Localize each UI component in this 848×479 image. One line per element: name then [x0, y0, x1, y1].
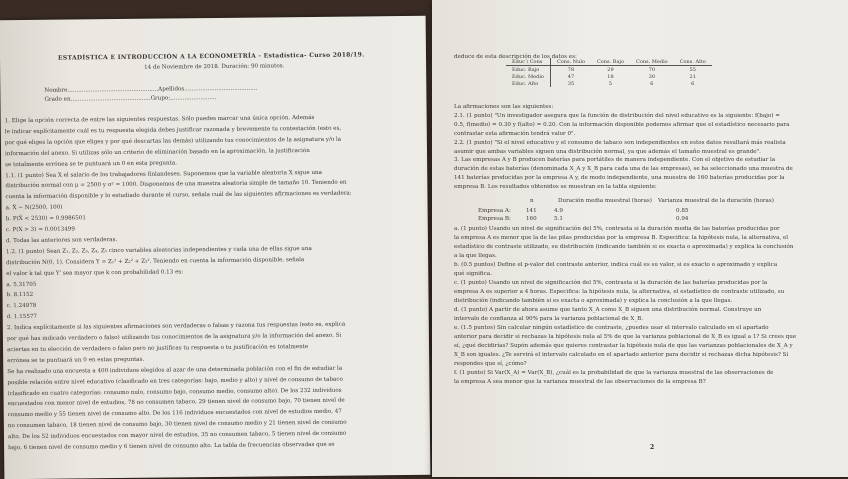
table-column-header: Cons. Medio: [630, 58, 674, 66]
text-line: el valor k tal que Y' sea mayor que k con probabilidad 0.13 es:: [6, 268, 184, 277]
text-line: se totalmente errónea se te puntuará un 0 en esta pregunta.: [5, 159, 178, 168]
table-cell: 30: [648, 73, 656, 80]
table-row: [506, 66, 712, 74]
text-line: 2.2. (1 punto) "Si el nivel educativo y el consumo de tabaco son independientes en estos datos resultará más realista: [454, 139, 786, 146]
text-line: 2. Indica explícitamente si las siguientes afirmaciones son verdaderas o falsas y razona tus respuestas (esto es, explica: [6, 321, 346, 332]
text-line: 1.2. (1 punto) Sean Z₁, Z₂, Z₃, Z₄, Z₅ cinco variables aleatorias independientes y cada una de ellas sigue una: [6, 245, 312, 255]
text-line: d. 1.15577: [6, 314, 38, 321]
text-line: b. (0.5 puntos) Define el p-valor del contraste anterior, indica cuál es su valor, si es exacto o aproximado y explica: [454, 262, 778, 268]
text-line: 0.5, f(medio) = 0.30 y f(alto) = 0.20. Con la información disponible podemos afirmar que el estadístico necesario para: [454, 121, 790, 128]
text-line: estadístico de contraste utilizado, su distribución (indicando también si es exacta o aproximada) y explica la conclusión: [454, 244, 794, 250]
table-cell: 6: [691, 80, 695, 87]
text-line: 1. Elige la opción correcta de entre las siguientes respuestas. Sólo puedes marcar una única opción. Además: [4, 114, 315, 125]
table-cell: 35: [567, 80, 575, 87]
text-line: distribución (indicando también si es exacta o aproximada) y explica la conclusión a la que llegas.: [454, 298, 733, 304]
text-line: 141 baterías producidas por la empresa A y, de modo independiente, una muestra de 160 baterías producidas por la: [454, 175, 785, 182]
table-intro: deduce de esta descripción de los datos es:: [454, 54, 577, 60]
text-line: c. (1 punto) Usando un nivel de significación del 5%, contrasta si la duración de las baterías producidas por la: [454, 280, 768, 286]
text-line: le indicar explícitamente cuál es tu respuesta elegida debes justificar razonada y brevemente tu contestación (esto es,: [4, 125, 342, 136]
exam-page-left: [0, 16, 430, 479]
text-line: consumo medio y 55 tienen nivel de consumo alto. De los 116 individuos encuestados con nivel de estudios medio, 47: [7, 408, 342, 419]
text-line: La afirmaciones son las siguientes:: [454, 104, 554, 110]
text-line: X_B son iguales. ¿Te servirá el intervalo calculado en el apartado anterior para decidir si rechazas dicha hipótesis? Si: [454, 352, 789, 358]
table-cell: 70: [648, 66, 656, 73]
text-line: d. Todas las anteriores son verdaderas.: [5, 236, 118, 245]
text-line: (clasificado en cuatro categorías: consumo nulo, consumo bajo, consumo medio, consumo alto). De los 232 individuos: [7, 387, 342, 397]
text-line: sí, ¿qué decidirías? Supón además que quieres contrastar la hipótesis nula de que las varianzas poblacionales de X_A y: [454, 343, 793, 349]
text-line: posible relación entre nivel educativo (clasificado en tres categorías: bajo, medio y alto) y nivel de consumo de tabaco: [7, 376, 343, 386]
battery-row-a-n: 141: [526, 208, 537, 214]
text-line: contrastar esta afirmación tendrá valor 0".: [454, 130, 576, 137]
battery-row-a-mean: 4.9: [554, 208, 563, 214]
battery-row-a-var: 0.85: [676, 208, 689, 214]
text-line: e. (1.5 puntos) Sin calcular ningún estadístico de contraste, ¿puedes usar el intervalo calculado en el apartado: [454, 325, 769, 331]
text-line: aciertas en tu elección de verdadero o falso pero no justificas tu respuesta o tu justificación es totalmente: [7, 343, 309, 354]
table-row: [506, 80, 712, 87]
table-cell: 5: [608, 80, 613, 87]
text-line: Se ha realizado una encuesta a 400 individuos elegidos al azar de una determinada población con el fin de estudiar la: [7, 365, 343, 375]
exam-date: 14 de Noviembre de 2018. Duración: 90 minutos.: [144, 63, 285, 71]
text-line: la empresa A sea menor que la varianza muestral de las observaciones de la empresa B?: [454, 379, 706, 385]
battery-row-b-mean: 5.1: [554, 216, 563, 222]
battery-row-b-n: 160: [526, 216, 537, 222]
table-cell: 55: [689, 66, 696, 73]
text-line: asumir que ambas variables siguen una distribución normal, ya que además el tamaño muestral es grande".: [454, 148, 761, 155]
table-corner-cell: Educ \ Cons: [506, 58, 550, 66]
grade-field-line: Grado en.............................................Grupo:..........................: [44, 94, 217, 103]
table-column-header: Cons. Bajo: [591, 58, 630, 66]
text-line: respondes que sí, ¿cómo?: [454, 361, 527, 367]
battery-table-var-header: Varianza muestral de la duración (horas): [658, 198, 774, 204]
battery-row-b-var: 0.94: [676, 216, 689, 222]
table-row: [506, 73, 712, 80]
name-field-line: Nombre...................................................Apellidos.........................................: [44, 85, 258, 94]
table-cell: 6: [650, 80, 654, 87]
text-line: distribución normal con μ = 2500 y σ² = 1000. Disponemos de una muestra aleatoria simple de tamaño 10. Teniendo en: [5, 180, 347, 190]
text-line: 3. Las empresas A y B producen baterías para portátiles de manera independiente. Con el objetivo de estudiar la: [454, 157, 776, 164]
text-line: 1.1. (1 punto) Sea X el salario de los trabajadores finlandeses. Suponemos que la variable aleatoria X sigue una: [5, 169, 323, 179]
table-cell: 18: [607, 73, 614, 80]
text-line: a la que llegas.: [454, 253, 497, 259]
text-line: intervalo de confianza al 90% para la varianza poblacional de X_B.: [454, 316, 644, 322]
table-cell: 47: [567, 73, 575, 80]
page-number: 2: [650, 444, 655, 451]
text-line: b. 8.1152: [6, 292, 34, 299]
text-line: encuestados con menor nivel de estudios, 78 no consumen tabaco, 29 tienen nivel de consumo bajo, 70 tienen nivel de: [7, 398, 345, 408]
text-line: cuenta la información disponible y lo estudiado durante el curso, señala cuál de las siguientes afirmaciones es verdadera:: [5, 190, 352, 201]
text-line: c. 1.24978: [6, 303, 37, 310]
text-line: a. X̄ ~ N(2500, 100): [5, 204, 63, 212]
battery-row-a-label: Empresa A:: [478, 208, 511, 214]
text-line: c. P(X > 3) = 0.0013499: [5, 226, 75, 234]
text-line: por qué has indicado verdadero o falso) utilizando tus conocimientos de la asignatura y/o la información del anexo. Si: [6, 332, 342, 343]
text-line: a. 5.31705: [6, 281, 37, 288]
text-line: bajo, 6 tienen nivel de consumo medio y 6 tienen nivel de consumo alto. La tabla de frecuencias observadas que se: [8, 441, 335, 452]
text-line: a. (1 punto) Usando un nivel de significación del 5%, contrasta si la duración media de las baterías producidas por: [454, 226, 780, 232]
text-line: distribución N(0, 1). Considera Y = Z₁² + Z₂² + Z₃². Teniendo en cuenta la información disponible, señala: [6, 256, 305, 266]
table-column-header: Cons. Alto: [674, 58, 712, 66]
text-line: no consumen tabaco, 18 tienen nivel de consumo bajo, 30 tienen nivel de consumo medio y 21 tienen nivel de consumo: [7, 419, 347, 430]
table-cell: 78: [567, 66, 575, 73]
exam-title: ESTADÍSTICA E INTRODUCCIÓN A LA ECONOMETRÍA - Estadística- Curso 2018/19.: [57, 51, 365, 62]
text-line: por qué eliges la opción que eliges y por qué descartas las demás) utilizando tus conocimientos de la asignatura y/o la: [4, 136, 342, 146]
battery-row-b-label: Empresa B:: [478, 216, 511, 222]
table-row-label: Educ. Medio: [506, 73, 550, 80]
text-line: f. (1 punto) Si Var(X_A) = Var(X_B), ¿cuál es la probabilidad de que la varianza muestral de las observaciones de: [454, 370, 774, 376]
text-line: 2.1. (1 punto) "Un investigador asegura que la función de distribución del nivel educativo es la siguiente: f(bajo) =: [454, 112, 780, 119]
text-line: empresa B. Los resultados obtenidos se muestran en la tabla siguiente:: [454, 184, 657, 191]
text-line: información del anexo. Si utilizas sólo un criterio de eliminación basado en la aproximación, la justificación: [4, 147, 310, 157]
text-line: b. P(X̄ < 2530) = 0.9986501: [5, 215, 86, 223]
text-line: errónea se te puntuará un 0 en estas preguntas.: [7, 356, 145, 364]
table-row-label: Educ. Alto: [506, 80, 550, 87]
frequency-table: [506, 58, 712, 87]
text-line: qué significa.: [454, 271, 492, 277]
table-cell: 21: [689, 73, 696, 80]
text-line: empresa A es superior a 4 horas. Especifica: la hipótesis nula, la alternativa, el estadístico de contraste utilizado, su: [454, 289, 785, 295]
table-cell: 29: [607, 66, 614, 73]
text-line: anterior para decidir si rechazas la hipótesis nula al 5% de que la varianza poblacional de X_B es igual a 1? Si crees que: [454, 334, 797, 340]
table-row-label: Educ. Bajo: [506, 66, 550, 74]
text-line: d. (1 punto) A partir de ahora asume que tanto X_A como X_B siguen una distribución normal. Construye un: [454, 307, 762, 313]
table-column-header: Cons. Nulo: [550, 58, 591, 66]
text-line: alto. De los 52 individuos encuestados con mayor nivel de estudios, 35 no consumen tabaco, 5 tienen nivel de consumo: [7, 430, 347, 441]
text-line: duración de estas baterías (denominada X_A y X_B para cada una de las empresas), se ha seleccionado una muestra de: [454, 166, 793, 173]
battery-table-mean-header: Duración media muestral (horas): [558, 198, 652, 204]
text-line: la empresa A es menor que la de las pilas producidas por la empresa B. Especifica: la hipótesis nula, la alternativa, el: [454, 235, 789, 241]
exam-page-right: [432, 0, 848, 477]
battery-table-n-header: n: [530, 198, 534, 204]
